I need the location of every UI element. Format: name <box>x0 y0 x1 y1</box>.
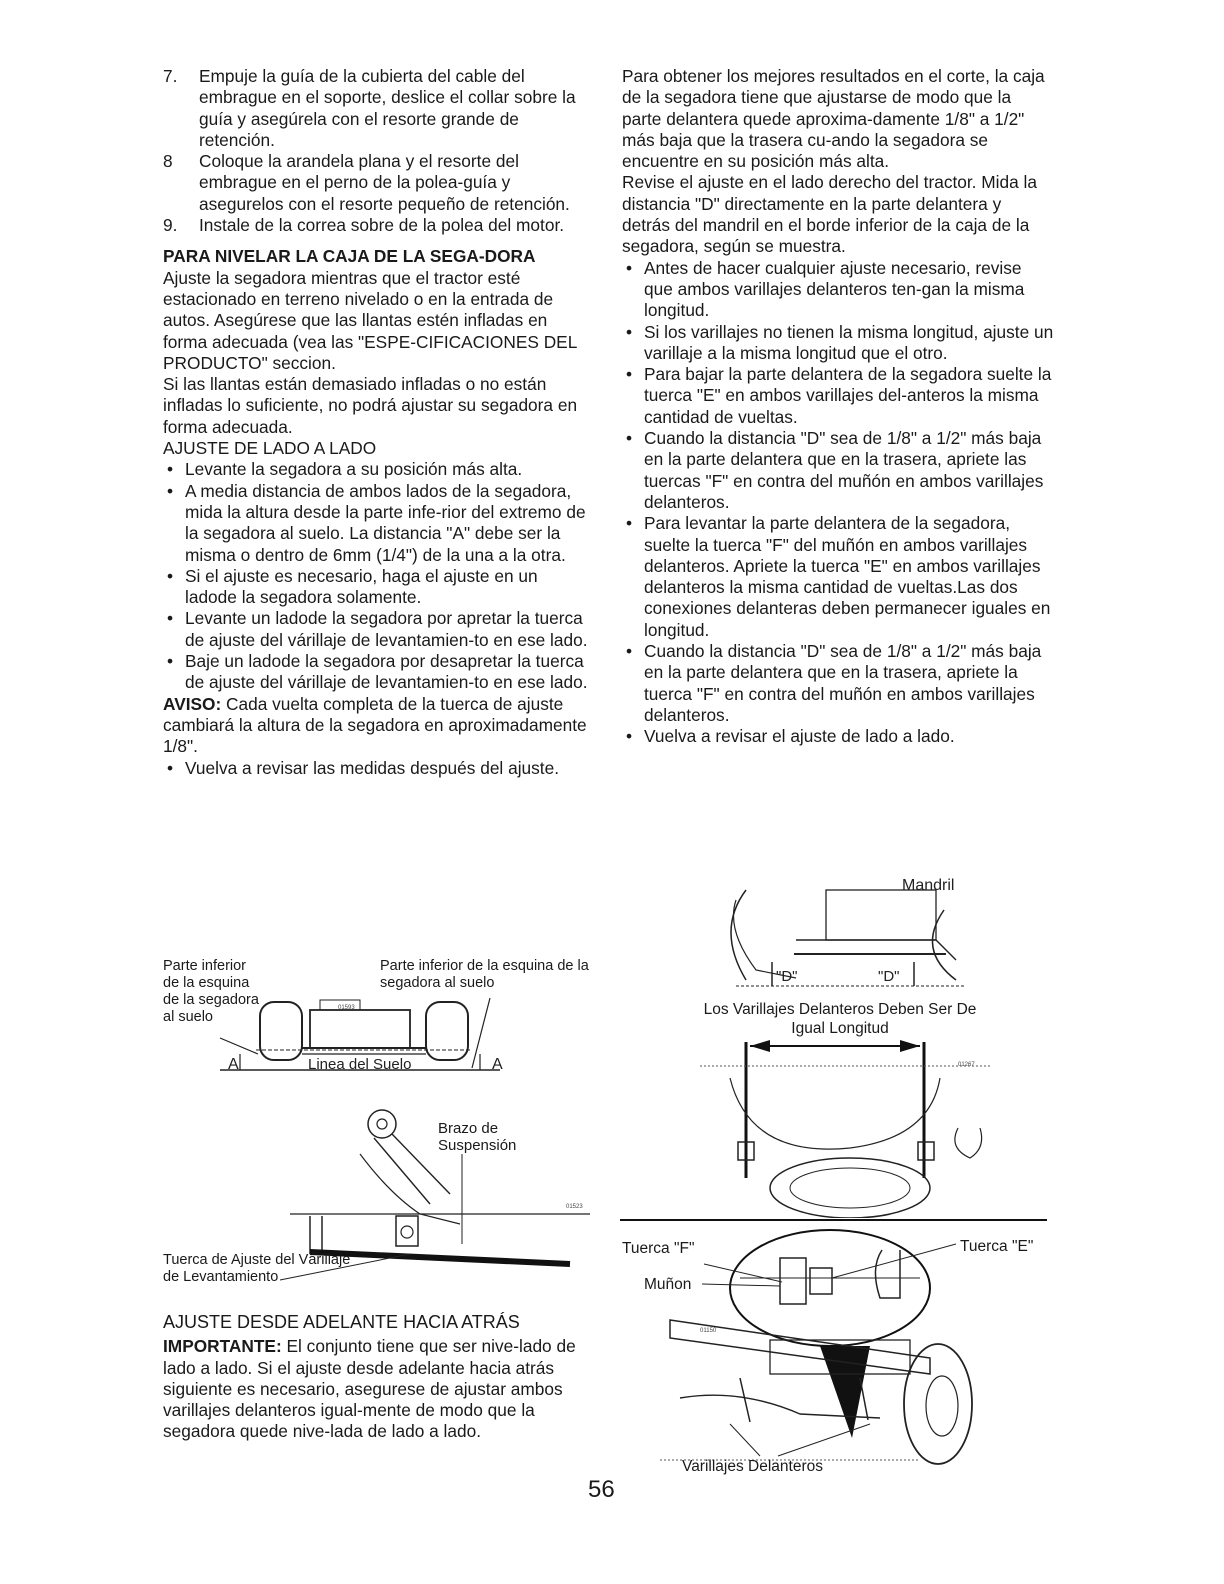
fig1-label-right: Parte inferior de la esquina de la segadora al suelo <box>380 958 589 991</box>
side-bullet: • A media distancia de ambos lados de la segadora, mida la altura desde la parte infe-rior del extremo de la segadora al suelo. La distancia "A" debe ser la misma o dentro de 6mm (1/4") de la una a la otra. <box>163 481 591 566</box>
right-bullet: • Vuelva a revisar el ajuste de lado a lado. <box>622 726 1054 747</box>
right-column <box>622 66 1054 748</box>
assembly-steps <box>163 66 591 236</box>
section-intro-2: Si las llantas están demasiado infladas o no están infladas lo suficiente, no podrá ajustar su segadora en forma adecuada. <box>163 374 578 437</box>
right-bullet-list <box>622 258 1054 748</box>
fig2-brazo-label: Brazo de Suspensión <box>438 1120 517 1154</box>
fig3-drawing <box>676 870 976 990</box>
fig5-tuerca-f: Tuerca "F" <box>622 1240 695 1257</box>
figure-suspension-arm <box>160 1104 600 1294</box>
fig3-mandril-label: Mandril <box>902 877 955 894</box>
right-bullet: • Para bajar la parte delantera de la segadora suelte la tuerca "E" en ambos varillajes del-anteros la misma cantidad de vueltas. <box>622 364 1054 428</box>
fig3-d1: "D" <box>776 968 798 985</box>
step-9: 9. Instale de la correa sobre de la polea del motor. <box>163 215 565 236</box>
fig1-label-left: Parte inferior de la esquina de la segadora al suelo <box>163 958 259 1025</box>
right-bullet: • Cuando la distancia "D" sea de 1/8" a 1/2" más baja en la parte delantera que en la trasera, apriete la tuerca "F" en contra del muñón en ambos varillajes delanteros. <box>622 641 1054 726</box>
importante-text: El conjunto tiene que ser nive-lado de lado a lado. Si el ajuste desde adelante hacia atrás siguiente es necesario, asegurese de ajustar ambos varillajes delanteros igual-mente de modo que la segadora quede nive-lada de lado a lado. <box>163 1336 576 1442</box>
right-bullet: • Cuando la distancia "D" sea de 1/8" a 1/2" más baja en la parte delantera que en la trasera, apriete las tuercas "F" en contra del muñón en ambos varillajes delanteros. <box>622 428 1054 513</box>
side-to-side-heading: AJUSTE DE LADO A LADO <box>163 438 377 459</box>
step-8: 8 Coloque la arandela plana y el resorte del embrague en el perno de la polea-guía y asegurelos con el resorte pequeño de retención. <box>163 151 570 214</box>
aviso-label: AVISO: <box>163 693 222 714</box>
figure-tuerca-detail <box>620 1228 1050 1480</box>
fig1-a-left: A <box>228 1056 239 1073</box>
fig3-d2: "D" <box>878 968 900 985</box>
section-heading: PARA NIVELAR LA CAJA DE LA SEGA-DORA <box>163 246 536 267</box>
figure-equal-linkages <box>690 998 1000 1218</box>
aviso-text: Cada vuelta completa de la tuerca de ajuste cambiará la altura de la segadora en aproximadamente 1/8". <box>163 693 587 757</box>
right-bullet: • Si los varillajes no tienen la misma longitud, ajuste un varillaje a la misma longitud que el otro. <box>622 322 1054 365</box>
front-to-back-section <box>163 1312 591 1443</box>
left-column <box>163 66 591 779</box>
fig4-caption: Los Varillajes Delanteros Deben Ser De Igual Longitud <box>703 1001 977 1037</box>
figure-divider <box>620 1219 1047 1221</box>
side-bullet: • Si el ajuste es necesario, haga el ajuste en un ladode la segadora solamente. <box>163 566 591 609</box>
front-to-back-heading: AJUSTE DESDE ADELANTE HACIA ATRÁS <box>163 1312 520 1332</box>
aviso-note <box>163 694 591 758</box>
side-bullet: • Baje un ladode la segadora por desapretar la tuerca de ajuste del várillaje de levantamien-to en ese lado. <box>163 651 591 694</box>
fig1-code: 01593 <box>338 1005 355 1011</box>
side-bullet: • Levante la segadora a su posición más alta. <box>163 459 591 480</box>
section-intro: Ajuste la segadora mientras que el tractor esté estacionado en terreno nivelado o en la entrada de autos. Asegúrese que las llantas estén infladas en forma adecuada (vea las "ESPE-CIFICACIONES DEL PRODUCTO" seccion. <box>163 267 577 373</box>
page-number: 56 <box>588 1476 615 1503</box>
figure-ground-line <box>160 958 600 1076</box>
step-7: 7. Empuje la guía de la cubierta del cable del embrague en el soporte, deslice el collar sobre la guía y asegúrela con el resorte grande de retención. <box>163 66 576 150</box>
right-bullet: • Antes de hacer cualquier ajuste necesario, revise que ambos varillajes delanteros ten-gan la misma longitud. <box>622 258 1054 322</box>
right-paragraph-2: Revise el ajuste en el lado derecho del tractor. Mida la distancia "D" directamente en la parte delantera y detrás del mandril en el borde inferior de la caja de la segadora, según se muestra. <box>622 172 1037 257</box>
fig5-tuerca-e: Tuerca "E" <box>960 1238 1034 1255</box>
fig5-drawing <box>620 1228 1050 1480</box>
side-bullet: • Levante un ladode la segadora por apretar la tuerca de ajuste del várillaje de levantamien-to en ese lado. <box>163 608 591 651</box>
importante-label: IMPORTANTE: <box>163 1336 282 1357</box>
recheck-list <box>163 758 591 779</box>
right-bullet: • Para levantar la parte delantera de la segadora, suelte la tuerca "F" del muñón en ambos varillajes delanteros. Apriete la tuerca "E" en ambos varillajes delanteros la misma cantidad de vueltas.Las dos conexiones delanteras deben permanecer iguales en longitud. <box>622 513 1054 641</box>
importante-note <box>163 1336 591 1442</box>
fig5-munon: Muñon <box>644 1276 692 1293</box>
fig1-drawing <box>160 958 600 1076</box>
fig1-a-right: A <box>492 1056 503 1073</box>
side-to-side-list <box>163 459 591 693</box>
fig5-code: 01150 <box>700 1328 717 1334</box>
figure-mandril <box>676 870 976 990</box>
recheck-bullet: • Vuelva a revisar las medidas después del ajuste. <box>163 758 591 779</box>
right-paragraph-1: Para obtener los mejores resultados en el corte, la caja de la segadora tiene que ajustarse de modo que la parte delantera quede aproxima-damente 1/8" a 1/2" más baja que la trasera cu-ando la segadora se encuentre en su posición más alta. <box>622 66 1045 172</box>
fig4-drawing <box>690 1038 1000 1218</box>
fig1-ground-label: Linea del Suelo <box>308 1056 412 1073</box>
fig2-tuerca-label: Tuerca de Ajuste del Várillaje de Levantamiento <box>163 1252 351 1285</box>
fig2-code: 01523 <box>566 1204 583 1210</box>
fig4-code: 01267 <box>958 1062 975 1068</box>
fig5-varillajes: Varillajes Delanteros <box>682 1458 823 1475</box>
